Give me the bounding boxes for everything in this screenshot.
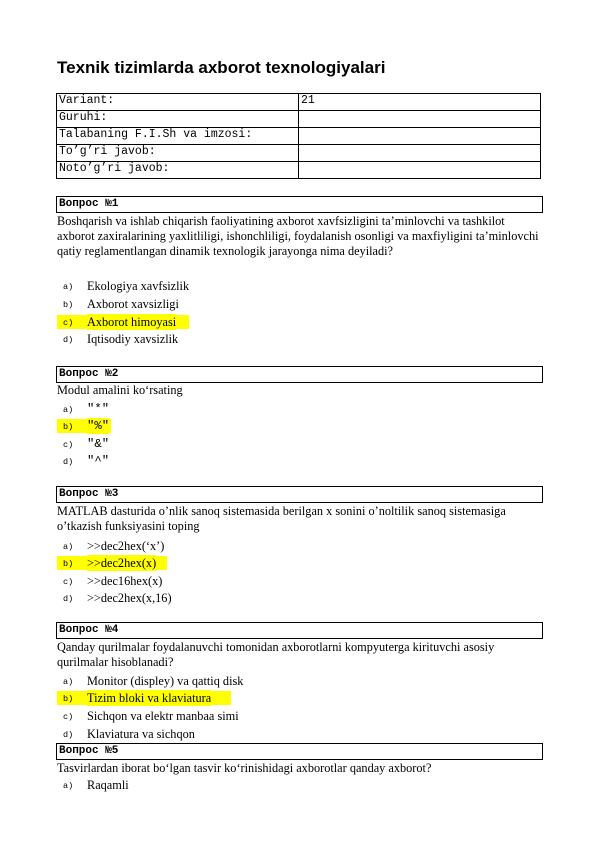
- option-text: >>dec2hex(‘x’): [87, 539, 165, 553]
- option-letter: a): [63, 542, 74, 552]
- question-1-text: Boshqarish va ishlab chiqarish faoliyatining axborot xavfsizligini ta’minlovchi va tashkilot axborot zaxiralarining yaxlitliligi, ishonchliligi, foydalanish osonligi va maxfiyligini ta’minlovchi qatiy reglamentlangan dinamik texnologik jarayonga nima deyiladi?: [57, 214, 539, 258]
- info-value: [299, 128, 541, 145]
- option-letter: a): [63, 677, 74, 687]
- question-2-option-a[interactable]: [57, 401, 537, 417]
- option-letter: a): [63, 405, 74, 415]
- info-value: 21: [299, 94, 541, 111]
- option-text: >>dec2hex(x): [87, 556, 157, 570]
- option-letter: c): [63, 577, 74, 587]
- option-letter: b): [63, 694, 74, 704]
- option-text: "*": [87, 402, 110, 416]
- option-text: Axborot himoyasi: [87, 315, 177, 329]
- question-2-text: Modul amalini ko‘rsating: [57, 383, 183, 397]
- option-letter: b): [63, 300, 74, 310]
- option-letter: a): [63, 282, 74, 292]
- info-value: [299, 111, 541, 128]
- option-letter: d): [63, 730, 74, 740]
- question-4-option-b[interactable]: [57, 690, 537, 706]
- option-letter: a): [63, 781, 74, 791]
- question-2-option-c[interactable]: [57, 436, 537, 452]
- option-text: Tizim bloki va klaviatura: [87, 691, 212, 705]
- question-5-header: Вопрос №5: [56, 743, 543, 760]
- info-row-correct-answers: [57, 145, 541, 162]
- option-text: "^": [87, 454, 110, 468]
- option-letter: d): [63, 457, 74, 467]
- question-3-option-a[interactable]: [57, 538, 537, 554]
- info-row-wrong-answers: [57, 162, 541, 179]
- option-text: Monitor (displey) va qattiq disk: [87, 674, 244, 688]
- info-label: Guruhi:: [57, 111, 299, 128]
- option-text: Iqtisodiy xavsizlik: [87, 332, 179, 346]
- document-title: Texnik tizimlarda axborot texnologiyalari: [57, 58, 386, 77]
- info-label: Variant:: [57, 94, 299, 111]
- option-text: "%": [87, 419, 110, 433]
- info-label: Noto’g’ri javob:: [57, 162, 299, 179]
- option-text: Ekologiya xavfsizlik: [87, 279, 190, 293]
- question-2-option-b[interactable]: [57, 418, 537, 434]
- question-1-option-d[interactable]: [57, 331, 537, 347]
- option-text: >>dec2hex(x,16): [87, 591, 172, 605]
- info-label: To’g’ri javob:: [57, 145, 299, 162]
- question-4-option-c[interactable]: [57, 708, 537, 724]
- question-1-option-b[interactable]: [57, 296, 537, 312]
- option-text: Raqamli: [87, 778, 129, 792]
- question-3-option-d[interactable]: [57, 590, 537, 606]
- question-4-option-a[interactable]: [57, 673, 537, 689]
- question-2-option-d[interactable]: [57, 453, 537, 469]
- question-2-header: Вопрос №2: [56, 366, 543, 383]
- question-3-option-b[interactable]: [57, 555, 537, 571]
- question-1-option-a[interactable]: [57, 278, 537, 294]
- option-text: >>dec16hex(x): [87, 574, 163, 588]
- option-letter: c): [63, 440, 74, 450]
- question-5-option-a[interactable]: [57, 777, 537, 793]
- question-4-option-d[interactable]: [57, 726, 537, 742]
- info-row-student-name: [57, 128, 541, 145]
- question-4-text: Qanday qurilmalar foydalanuvchi tomonidan axborotlarni kompyuterga kirituvchi asosiy qurilmalar hisoblanadi?: [57, 640, 495, 669]
- option-letter: b): [63, 422, 74, 432]
- question-3-header: Вопрос №3: [56, 486, 543, 503]
- info-row-variant: [57, 94, 541, 111]
- question-5-text: Tasvirlardan iborat bo‘lgan tasvir ko‘rinishidagi axborotlar qanday axborot?: [57, 761, 432, 775]
- option-letter: b): [63, 559, 74, 569]
- option-text: Klaviatura va sichqon: [87, 727, 195, 741]
- info-row-group: [57, 111, 541, 128]
- info-label: Talabaning F.I.Sh va imzosi:: [57, 128, 299, 145]
- question-1-option-c[interactable]: [57, 314, 537, 330]
- question-4-header: Вопрос №4: [56, 622, 543, 639]
- option-text: Sichqon va elektr manbaa simi: [87, 709, 239, 723]
- option-text: "&": [87, 437, 110, 451]
- student-info-table: [56, 93, 541, 179]
- question-1-header: Вопрос №1: [56, 196, 543, 213]
- question-3-text: MATLAB dasturida o’nlik sanoq sistemasida berilgan x sonini o’noltilik sanoq sistemasiga o’tkazish funksiyasini toping: [57, 504, 506, 533]
- option-letter: d): [63, 335, 74, 345]
- question-3-option-c[interactable]: [57, 573, 537, 589]
- option-text: Axborot xavsizligi: [87, 297, 179, 311]
- option-letter: c): [63, 318, 74, 328]
- info-value: [299, 162, 541, 179]
- option-letter: d): [63, 594, 74, 604]
- option-letter: c): [63, 712, 74, 722]
- info-value: [299, 145, 541, 162]
